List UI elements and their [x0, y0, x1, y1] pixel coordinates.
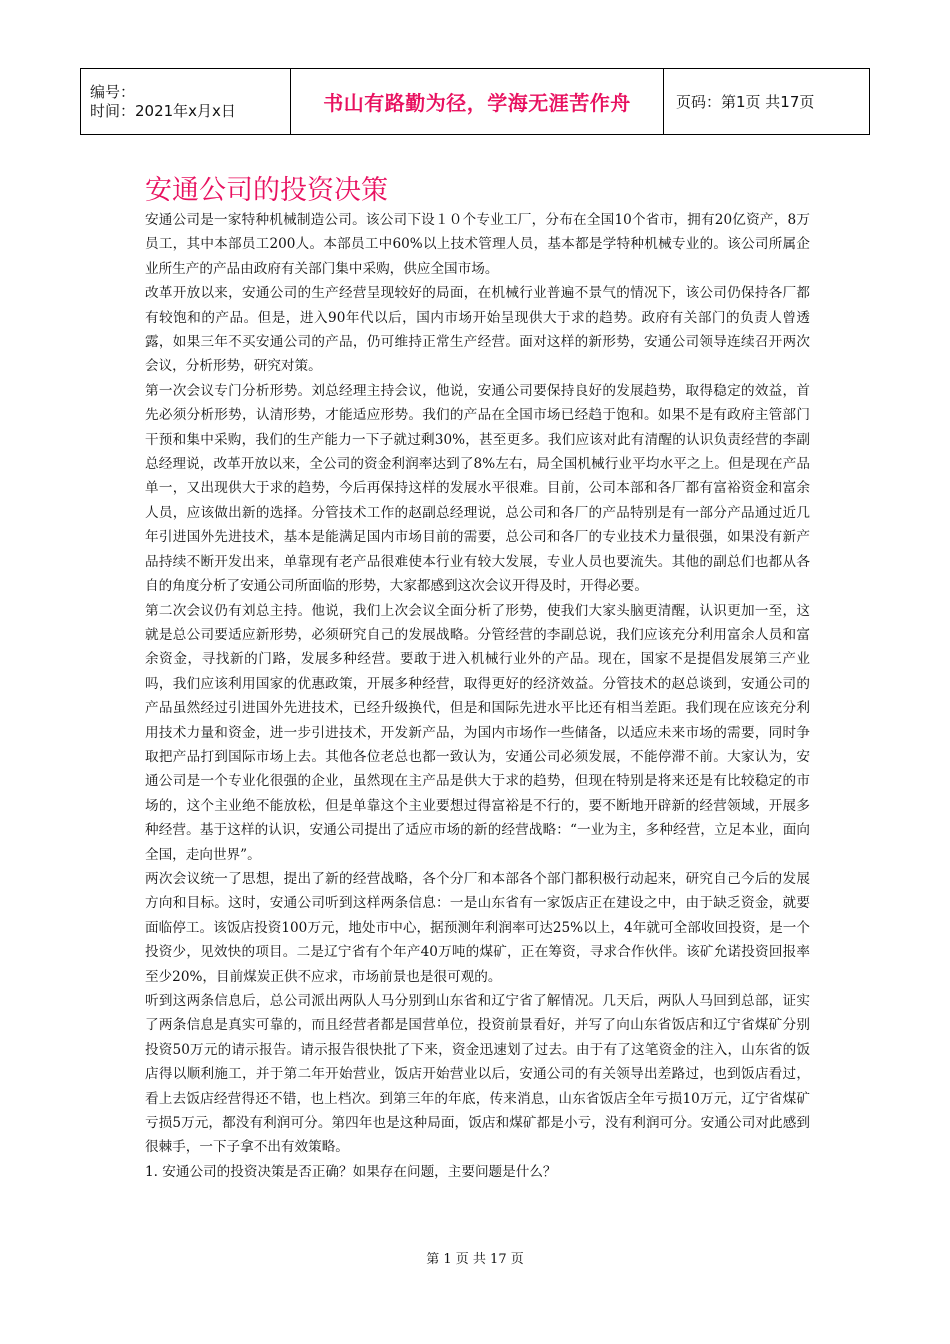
document-title: 安通公司的投资决策	[145, 175, 388, 206]
paragraph: 改革开放以来，安通公司的生产经营呈现较好的局面，在机械行业普遍不景气的情况下，该公司仍保持各厂都有较饱和的产品。但是，进入90年代以后，国内市场开始呈现供大于求的趋势。政府有关部门的负责人曾透露，如果三年不买安通公司的产品，仍可维持正常生产经营。面对这样的新形势，安通公司领导连续召开两次会议，分析形势，研究对策。	[145, 285, 810, 375]
header-left-cell	[81, 69, 291, 135]
date-label: 时间：2021年x月x日	[90, 101, 236, 120]
paragraph: 第一次会议专门分析形势。刘总经理主持会议，他说，安通公司要保持良好的发展趋势，取得稳定的效益，首先必须分析形势，认清形势，才能适应形势。我们的产品在全国市场已经趋于饱和。如果不是有政府主管部门干预和集中采购，我们的生产能力一下子就过剩30%，甚至更多。我们应该对此有清醒的认识负责经营的李副总经理说，改革开放以来，全公司的资金利润率达到了8%左右，局全国机械行业平均水平之上。但是现在产品单一，又出现供大于求的趋势，今后再保持这样的发展水平很难。目前，公司本部和各厂都有富裕资金和富余人员，应该做出新的选择。分管技术工作的赵副总经理说，总公司和各厂的产品特别是有一部分产品通过近几年引进国外先进技术，基本是能满足国内市场目前的需要，总公司和各厂的专业技术力量很强，如果没有新产品持续不断开发出来，单靠现有老产品很难使本行业有较大发展，专业人员也要流失。其他的副总们也都从各自的角度分析了安通公司所面临的形势，大家都感到这次会议开得及时，开得必要。	[145, 382, 810, 595]
motto: 书山有路勤为径，学海无涯苦作舟	[291, 69, 664, 135]
document-body	[145, 208, 810, 1184]
page-indicator: 页码：第1页 共17页	[664, 69, 870, 135]
header-table	[80, 68, 870, 135]
paragraph: 安通公司是一家特种机械制造公司。该公司下设１０个专业工厂，分布在全国10个省市，拥有20亿资产，8万员工，其中本部员工200人。本部员工中60%以上技术管理人员，基本都是学特种机械专业的。该公司所属企业所生产的产品由政府有关部门集中采购，供应全国市场。	[145, 212, 810, 277]
number-label: 编号：	[90, 82, 136, 101]
paragraph: 听到这两条信息后，总公司派出两队人马分别到山东省和辽宁省了解情况。几天后，两队人马回到总部，证实了两条信息是真实可靠的，而且经营者都是国营单位，投资前景看好，并写了向山东省饭店和辽宁省煤矿分别投资50万元的请示报告。请示报告很快批了下来，资金迅速划了过去。由于有了这笔资金的注入，山东省的饭店得以顺利施工，并于第二年开始营业，饭店开始营业以后，安通公司的有关领导出差路过，也到饭店看过，看上去饭店经营得还不错，也上档次。到第三年的年底，传来消息，山东省饭店全年亏损10万元，辽宁省煤矿亏损5万元，都没有利润可分。第四年也是这种局面，饭店和煤矿都是小亏，没有利润可分。安通公司对此感到很棘手，一下子拿不出有效策略。	[145, 993, 810, 1156]
paragraph: 两次会议统一了思想，提出了新的经营战略，各个分厂和本部各个部门都积极行动起来，研究自己今后的发展方向和目标。这时，安通公司听到这样两条信息：一是山东省有一家饭店正在建设之中，由于缺乏资金，就要面临停工。该饭店投资100万元，地处市中心，据预测年利润率可达25%以上，4年就可全部收回投资，是一个投资少，见效快的项目。二是辽宁省有个年产40万吨的煤矿，正在筹资，寻求合作伙伴。该矿允诺投资回报率至少20%，目前煤炭正供不应求，市场前景也是很可观的。	[145, 870, 810, 985]
question: 1. 安通公司的投资决策是否正确？如果存在问题，主要问题是什么？	[145, 1163, 557, 1180]
paragraph: 第二次会议仍有刘总主持。他说，我们上次会议全面分析了形势，使我们大家头脑更清醒，认识更加一至，这就是总公司要适应新形势，必须研究自己的发展战略。分管经营的李副总说，我们应该充分利用富余人员和富余资金，寻找新的门路，发展多种经营。要敢于进入机械行业外的产品。现在，国家不是提倡发展第三产业吗，我们应该利用国家的优惠政策，开展多种经营，取得更好的经济效益。分管技术的赵总谈到，安通公司的产品虽然经过引进国外先进技术，已经升级换代，但是和国际先进水平比还有相当差距。我们现在应该充分利用技术力量和资金，进一步引进技术，开发新产品，为国内市场作一些储备，以适应未来市场的需要，同时争取把产品打到国际市场上去。其他各位老总也都一致认为，安通公司必须发展，不能停滞不前。大家认为，安通公司是一个专业化很强的企业，虽然现在主产品是供大于求的趋势，但现在特别是将来还是有比较稳定的市场的，这个主业绝不能放松，但是单靠这个主业要想过得富裕是不行的，要不断地开辟新的经营领域，开展多种经营。基于这样的认识，安通公司提出了适应市场的新的经营战略：“一业为主，多种经营，立足本业，面向全国，走向世界”。	[145, 602, 810, 863]
page-footer: 第 1 页 共 17 页	[426, 1252, 524, 1267]
